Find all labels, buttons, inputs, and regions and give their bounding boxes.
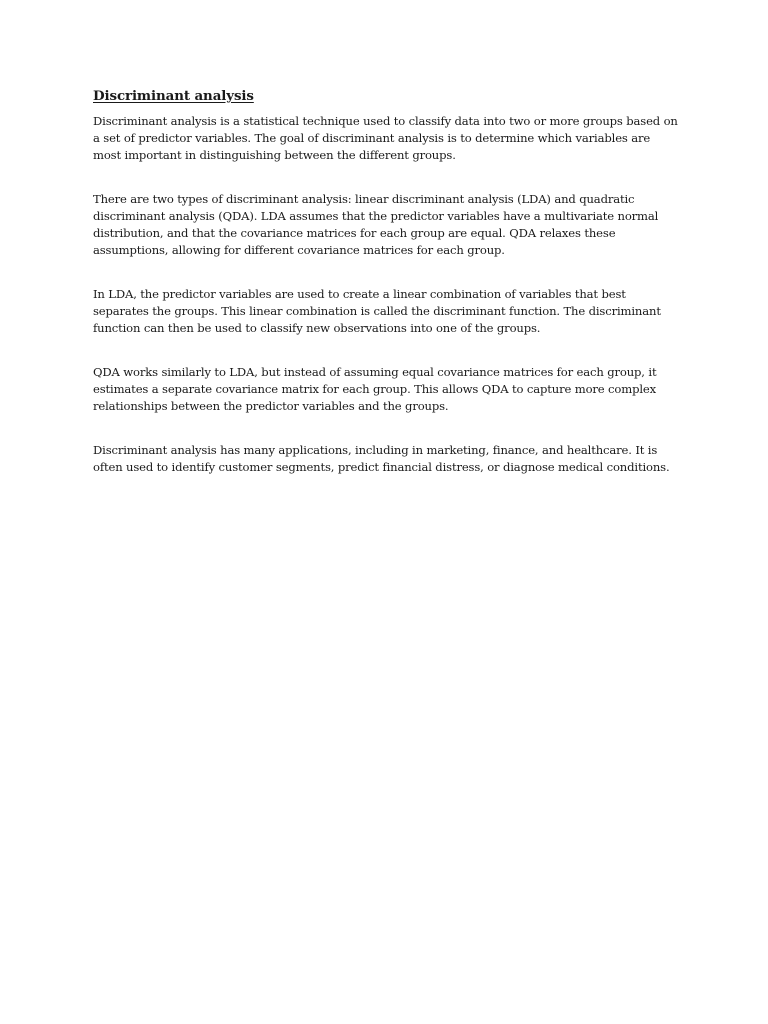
document-page	[93, 86, 678, 476]
paragraph-intro: Discriminant analysis is a statistical technique used to classify data into two or more groups based on a set of predictor variables. The goal of discriminant analysis is to determine which variables are most important in distinguishing between the different groups.	[93, 114, 678, 162]
paragraph-qda: QDA works similarly to LDA, but instead of assuming equal covariance matrices for each group, it estimates a separate covariance matrix for each group. This allows QDA to capture more complex relationships between the predictor variables and the groups.	[93, 365, 657, 413]
paragraph-applications: Discriminant analysis has many applications, including in marketing, finance, and healthcare. It is often used to identify customer segments, predict financial distress, or diagnose medical conditions.	[93, 443, 670, 474]
paragraph-types: There are two types of discriminant analysis: linear discriminant analysis (LDA) and quadratic discriminant analysis (QDA). LDA assumes that the predictor variables have a multivariate normal distribution, and that the covariance matrices for each group are equal. QDA relaxes these assumptions, allowing for different covariance matrices for each group.	[93, 192, 659, 257]
document-title: Discriminant analysis	[93, 88, 254, 104]
paragraph-lda: In LDA, the predictor variables are used to create a linear combination of variables that best separates the groups. This linear combination is called the discriminant function. The discriminant function can then be used to classify new observations into one of the groups.	[93, 287, 661, 335]
